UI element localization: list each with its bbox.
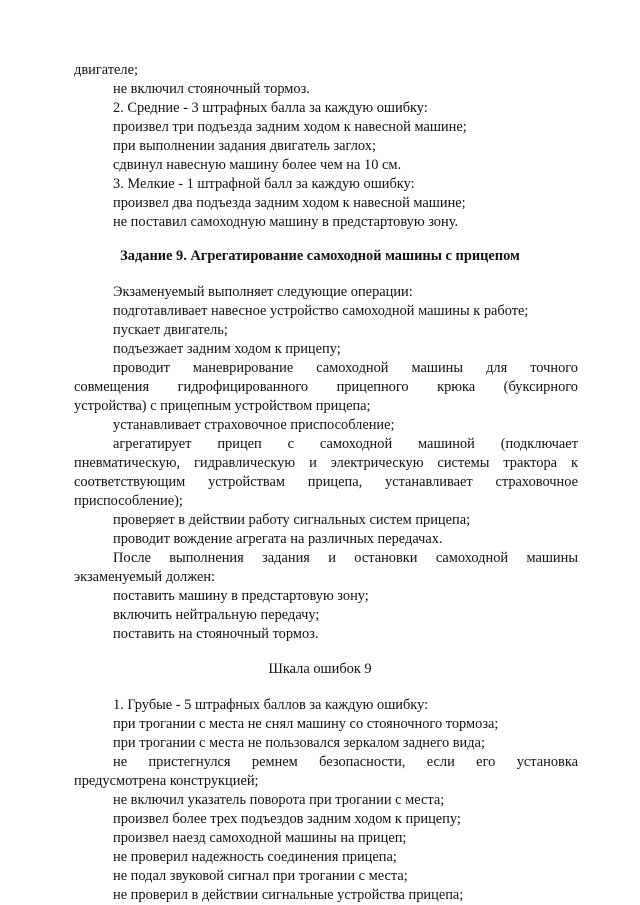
line-text: пневматическую, гидравлическую и электрическую системы трактора к — [74, 455, 578, 471]
line-text: 3. Мелкие - 1 штрафной балл за каждую ошибку: — [113, 176, 415, 192]
line-text: устройства) с прицепным устройством прицепа; — [74, 398, 371, 414]
line-text: проводит маневрирование самоходной машины для точного — [113, 360, 578, 376]
line-text: произвел наезд самоходной машины на прицеп; — [113, 830, 407, 846]
line-text: 1. Грубые - 5 штрафных баллов за каждую ошибку: — [113, 697, 429, 713]
line-text: совмещения гидрофицированного прицепного крюка (буксирного — [74, 379, 578, 395]
line-text: приспособление); — [74, 493, 183, 509]
line-text: включить нейтральную передачу; — [113, 607, 320, 623]
line-text: не включил стояночный тормоз. — [113, 81, 310, 97]
line-text: устанавливает страховочное приспособление; — [113, 417, 395, 433]
line-text: 2. Средние - 3 штрафных балла за каждую ошибку: — [113, 100, 428, 116]
line-text: произвел три подъезда задним ходом к навесной машине; — [113, 119, 467, 135]
line-text: поставить на стояночный тормоз. — [113, 626, 319, 642]
line-text: подъезжает задним ходом к прицепу; — [113, 341, 341, 357]
line-text: предусмотрена конструкцией; — [74, 773, 259, 789]
line-text: сдвинул навесную машину более чем на 10 см. — [113, 157, 402, 173]
line-text: при трогании с места не пользовался зеркалом заднего вида; — [113, 735, 485, 751]
line-text: не включил указатель поворота при трогании с места; — [113, 792, 445, 808]
line-text: агрегатирует прицеп с самоходной машиной (подключает — [113, 436, 578, 452]
line-text: при трогании с места не снял машину со стояночного тормоза; — [113, 716, 499, 732]
line-text: не проверил надежность соединения прицепа; — [113, 849, 397, 865]
heading-text: Задание 9. Агрегатирование самоходной машины с прицепом — [120, 248, 520, 264]
line-text: проводит вождение агрегата на различных передачах. — [113, 531, 443, 547]
line-text: подготавливает навесное устройство самоходной машины к работе; — [113, 303, 529, 319]
line-text: Экзаменуемый выполняет следующие операции: — [113, 284, 413, 300]
line-text: не поставил самоходную машину в предстартовую зону. — [113, 214, 459, 230]
line-text: пускает двигатель; — [113, 322, 228, 338]
line-text: не проверил в действии сигнальные устройства прицепа; — [113, 887, 464, 903]
line-text: не пристегнулся ремнем безопасности, если его установка — [113, 754, 578, 770]
scale-heading-text: Шкала ошибок 9 — [268, 661, 372, 677]
line-text: соответствующим устройствам прицепа, устанавливает страховочное — [74, 474, 578, 490]
line-text: при выполнении задания двигатель заглох; — [113, 138, 376, 154]
line-text: двигателе; — [74, 62, 138, 78]
line-text: не подал звуковой сигнал при трогании с места; — [113, 868, 408, 884]
line-text: После выполнения задания и остановки самоходной машины — [113, 550, 578, 566]
line-text: произвел два подъезда задним ходом к навесной машине; — [113, 195, 466, 211]
line-text: проверяет в действии работу сигнальных систем прицепа; — [113, 512, 471, 528]
line-text: поставить машину в предстартовую зону; — [113, 588, 369, 604]
line-text: экзаменуемый должен: — [74, 569, 216, 585]
line-text: произвел более трех подъездов задним ходом к прицепу; — [113, 811, 461, 827]
